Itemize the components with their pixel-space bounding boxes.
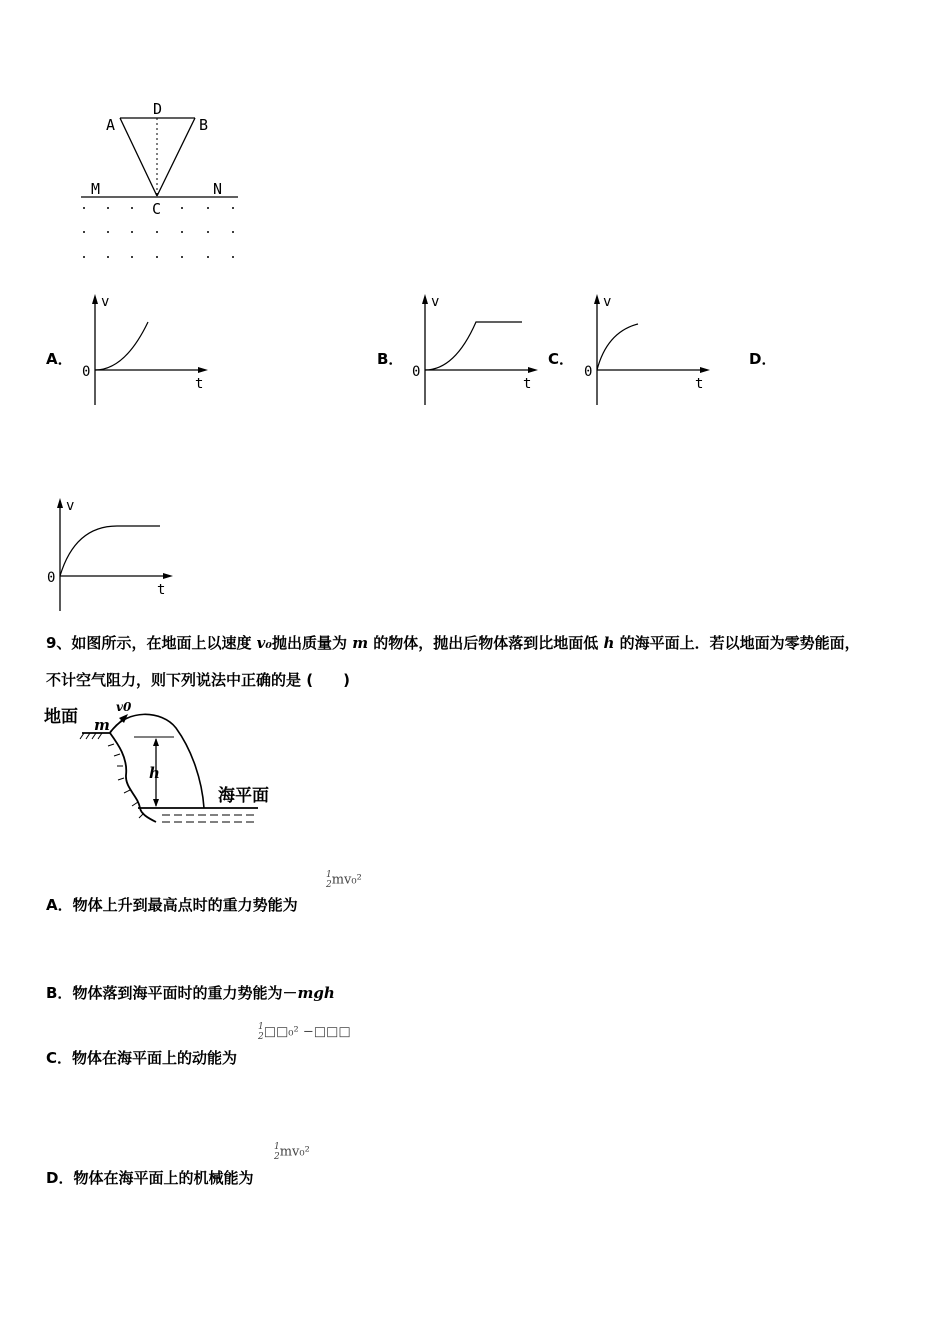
- option-a-letter: A．: [46, 350, 73, 368]
- label-A: A: [106, 116, 116, 134]
- answer-b[interactable]: [46, 982, 335, 1003]
- axis-v: v: [66, 498, 75, 514]
- triangle-field-diagram: [75, 98, 245, 268]
- axis-v: v: [603, 294, 612, 310]
- option-b-letter: B．: [377, 350, 404, 368]
- answer-b-letter: B．: [46, 984, 73, 1002]
- answer-c-letter: C．: [46, 1049, 73, 1067]
- sea-label: 海平面: [218, 786, 269, 806]
- graph-option-b: [410, 292, 540, 412]
- q9-m: m: [352, 634, 369, 652]
- graph-option-c: [582, 292, 712, 412]
- origin: 0: [584, 364, 593, 380]
- label-D: D: [153, 100, 163, 118]
- answer-a-text: 物体上升到最高点时的重力势能为: [72, 896, 298, 914]
- answer-a-letter: A．: [46, 896, 73, 914]
- q9-text-2: 抛出质量为: [271, 634, 353, 652]
- option-c-letter: C．: [548, 350, 575, 368]
- label-M: M: [91, 180, 101, 198]
- answer-c[interactable]: [46, 1047, 237, 1068]
- graph-option-d: [45, 496, 175, 616]
- axis-v: v: [431, 294, 440, 310]
- ground-label: 地面: [44, 707, 78, 727]
- q9-text-3: 的物体，抛出后物体落到比地面低: [368, 634, 604, 652]
- answer-d-letter: D．: [46, 1169, 74, 1187]
- mass-label: m: [94, 716, 110, 734]
- graph-option-a: [80, 292, 210, 412]
- answer-b-text: 物体落到海平面时的重力势能为－: [72, 984, 298, 1002]
- axis-t: t: [195, 376, 204, 392]
- option-d-letter: D．: [749, 350, 777, 368]
- cliff-projectile-diagram: [44, 700, 284, 835]
- axis-t: t: [157, 582, 166, 598]
- answer-a-formula: 1 2mv₀²: [326, 870, 362, 890]
- label-N: N: [213, 180, 223, 198]
- origin: 0: [47, 570, 56, 586]
- label-B: B: [199, 116, 209, 134]
- v0-label: v0: [116, 700, 132, 714]
- axis-t: t: [695, 376, 704, 392]
- origin: 0: [82, 364, 91, 380]
- h-label: h: [149, 764, 160, 782]
- answer-b-mgh: mgh: [297, 984, 335, 1002]
- axis-v: v: [101, 294, 110, 310]
- q9-v0: v₀: [256, 634, 272, 652]
- question-9-line-1: [46, 632, 860, 653]
- axis-t: t: [523, 376, 532, 392]
- answer-c-text: 物体在海平面上的动能为: [72, 1049, 238, 1067]
- q9-h: h: [603, 634, 615, 652]
- origin: 0: [412, 364, 421, 380]
- question-9-line-2: 不计空气阻力，则下列说法中正确的是 ( ): [46, 671, 350, 689]
- answer-a[interactable]: [46, 894, 298, 915]
- answer-d-formula: 1 2mv₀²: [274, 1142, 310, 1162]
- answer-d-text: 物体在海平面上的机械能为: [73, 1169, 254, 1187]
- q9-text-1: 9、如图所示，在地面上以速度: [46, 634, 257, 652]
- answer-d[interactable]: [46, 1167, 253, 1188]
- label-C: C: [152, 200, 162, 218]
- answer-c-formula: 1 2□□₀² −□□□: [258, 1022, 351, 1042]
- q9-text-4: 的海平面上．若以地面为零势能面，: [614, 634, 860, 652]
